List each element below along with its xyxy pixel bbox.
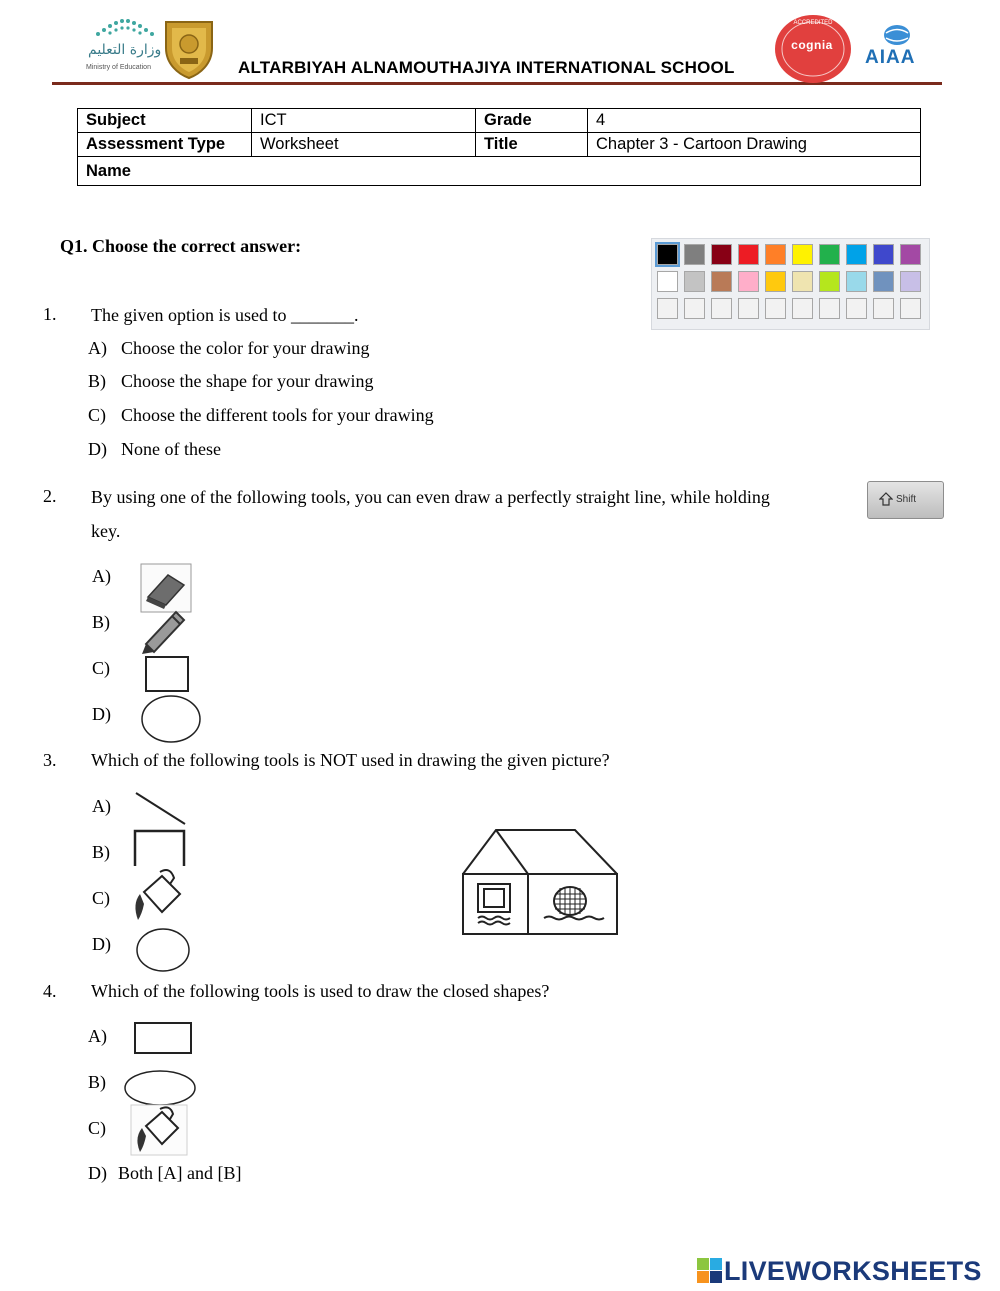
- school-crest-logo: [160, 18, 218, 80]
- color-swatch[interactable]: [657, 244, 678, 265]
- title-value: Chapter 3 - Cartoon Drawing: [588, 133, 921, 157]
- option-letter[interactable]: B): [92, 612, 110, 632]
- grade-value: 4: [588, 109, 921, 133]
- option-letter[interactable]: A): [88, 1026, 107, 1046]
- assessment-type-value: Worksheet: [252, 133, 476, 157]
- color-swatch[interactable]: [873, 298, 894, 319]
- color-swatch[interactable]: [792, 244, 813, 265]
- worksheet-info-table: [77, 108, 921, 186]
- option-letter[interactable]: D): [92, 934, 111, 954]
- question-text: Which of the following tools is used to draw the closed shapes?: [91, 981, 550, 1001]
- color-swatch[interactable]: [846, 271, 867, 292]
- ministry-english-text: Ministry of Education: [86, 64, 151, 71]
- option-text[interactable]: None of these: [121, 439, 221, 459]
- color-swatch[interactable]: [738, 271, 759, 292]
- aiaa-logo-text: AIAA: [865, 47, 916, 68]
- option-letter[interactable]: C): [92, 658, 110, 678]
- grade-label: Grade: [476, 109, 588, 133]
- question-number: 3.: [43, 750, 57, 770]
- shift-key-label: Shift: [896, 494, 917, 505]
- liveworksheets-logo-icon: [697, 1258, 723, 1284]
- pencil-icon[interactable]: [138, 604, 188, 654]
- option-letter[interactable]: A): [92, 796, 111, 816]
- color-swatch[interactable]: [738, 244, 759, 265]
- ellipse-icon[interactable]: [122, 1068, 198, 1108]
- ellipse-icon[interactable]: [134, 926, 192, 974]
- color-swatch[interactable]: [711, 298, 732, 319]
- name-label: Name: [86, 161, 131, 180]
- question-number: 2.: [43, 486, 57, 506]
- option-letter[interactable]: D): [88, 1163, 107, 1183]
- cognia-text: cognia: [791, 38, 833, 52]
- color-swatch[interactable]: [711, 271, 732, 292]
- option-text[interactable]: Both [A] and [B]: [118, 1163, 242, 1183]
- question-text: The given option is used to _______.: [91, 305, 359, 325]
- option-letter[interactable]: A): [92, 566, 111, 586]
- color-swatch[interactable]: [792, 271, 813, 292]
- aiaa-globe-icon: [882, 24, 912, 46]
- color-swatch[interactable]: [657, 271, 678, 292]
- color-swatch[interactable]: [738, 298, 759, 319]
- ellipse-icon[interactable]: [140, 694, 202, 744]
- table-row: [78, 157, 921, 186]
- liveworksheets-brand: LIVEWORKSHEETS: [724, 1256, 982, 1286]
- option-text[interactable]: Choose the different tools for your drawing: [121, 405, 434, 425]
- option-letter[interactable]: C): [88, 405, 106, 425]
- color-swatch[interactable]: [657, 298, 678, 319]
- option-text[interactable]: Choose the shape for your drawing: [121, 371, 374, 391]
- rectangle-icon[interactable]: [132, 828, 188, 868]
- question-number: 4.: [43, 981, 57, 1001]
- subject-value: ICT: [252, 109, 476, 133]
- color-swatch[interactable]: [711, 244, 732, 265]
- color-swatch[interactable]: [819, 244, 840, 265]
- color-palette: [651, 238, 930, 330]
- color-swatch[interactable]: [765, 244, 786, 265]
- color-swatch[interactable]: [900, 271, 921, 292]
- house-drawing-image: [460, 826, 620, 938]
- school-name: ALTARBIYAH ALNAMOUTHAJIYA INTERNATIONAL SCHOOL: [238, 58, 735, 77]
- color-swatch[interactable]: [873, 244, 894, 265]
- color-swatch[interactable]: [684, 244, 705, 265]
- color-swatch[interactable]: [846, 298, 867, 319]
- color-swatch[interactable]: [765, 298, 786, 319]
- color-swatch[interactable]: [792, 298, 813, 319]
- option-letter[interactable]: B): [92, 842, 110, 862]
- color-swatch[interactable]: [765, 271, 786, 292]
- name-field[interactable]: [78, 157, 921, 186]
- color-swatch[interactable]: [900, 244, 921, 265]
- line-icon[interactable]: [133, 790, 189, 828]
- section-heading: Q1. Choose the correct answer:: [60, 236, 302, 256]
- question-text: By using one of the following tools, you can even draw a perfectly straight line, while holding: [91, 487, 770, 507]
- cognia-accredited-text: ACCREDITED: [793, 20, 833, 26]
- color-swatch[interactable]: [819, 271, 840, 292]
- subject-label: Subject: [78, 109, 252, 133]
- color-swatch[interactable]: [900, 298, 921, 319]
- title-label: Title: [476, 133, 588, 157]
- option-letter[interactable]: C): [92, 888, 110, 908]
- question-number: 1.: [43, 304, 57, 324]
- rectangle-icon[interactable]: [132, 1020, 194, 1056]
- table-row: [78, 133, 921, 157]
- option-text[interactable]: Choose the color for your drawing: [121, 338, 370, 358]
- color-swatch[interactable]: [819, 298, 840, 319]
- question-text-continued: key.: [91, 521, 121, 541]
- option-letter[interactable]: B): [88, 371, 106, 391]
- ministry-of-education-logo: [92, 14, 158, 44]
- color-swatch[interactable]: [873, 271, 894, 292]
- option-letter[interactable]: D): [88, 439, 107, 459]
- shift-arrow-icon: [879, 492, 893, 506]
- option-letter[interactable]: C): [88, 1118, 106, 1138]
- fill-bucket-icon[interactable]: [130, 1104, 188, 1156]
- ministry-arabic-text: وزارة التعليم: [88, 42, 162, 58]
- assessment-type-label: Assessment Type: [78, 133, 252, 157]
- fill-bucket-icon[interactable]: [130, 868, 188, 924]
- color-swatch[interactable]: [684, 298, 705, 319]
- option-letter[interactable]: A): [88, 338, 107, 358]
- option-letter[interactable]: B): [88, 1072, 106, 1092]
- color-swatch[interactable]: [684, 271, 705, 292]
- question-text: Which of the following tools is NOT used in drawing the given picture?: [91, 750, 610, 770]
- rectangle-icon[interactable]: [143, 654, 191, 694]
- table-row: [78, 109, 921, 133]
- option-letter[interactable]: D): [92, 704, 111, 724]
- color-swatch[interactable]: [846, 244, 867, 265]
